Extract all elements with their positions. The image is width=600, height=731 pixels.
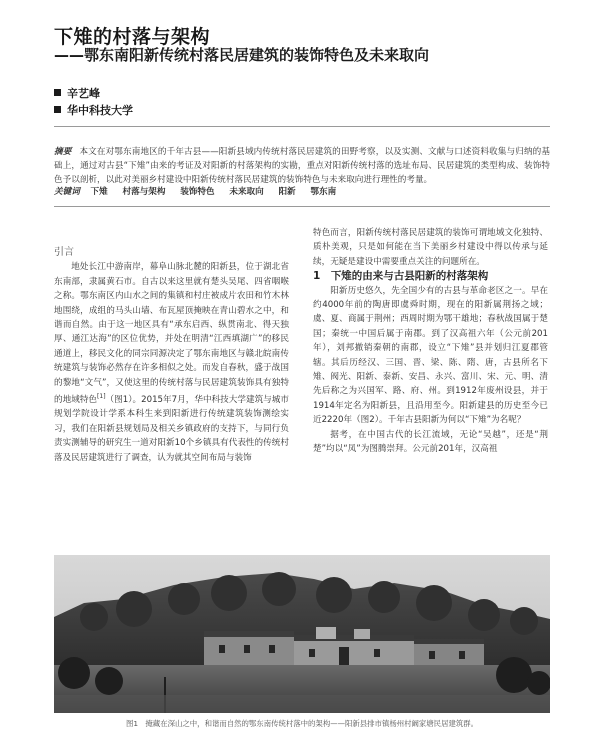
paragraph-text: 2015年7月，华中科技大学建筑与城市规划学院设计学系本科生来到阳新进行传统建筑装饰测绘实习，我们在阳新县规划局及相关乡镇政府的支持下，与同行负责实测辅导的研究生一道对阳新10个乡镇具有代表性的传统村落及民居建筑进行了调查，认为就其空间布局与装饰 — [54, 394, 289, 463]
article-title: 下雉的村落与架构 — [54, 26, 211, 48]
keywords-label: 关键词 — [54, 187, 80, 197]
author-name-line — [54, 84, 133, 101]
author-affiliation-line — [54, 101, 133, 118]
intro-heading: 引言 — [54, 247, 74, 258]
abstract — [54, 145, 550, 187]
figure-reference: （图1）。 — [105, 394, 142, 405]
keywords — [54, 185, 348, 197]
left-column — [54, 246, 289, 465]
author-name: 辛艺峰 — [67, 86, 100, 100]
section-number: 1 — [313, 270, 321, 283]
article-subtitle: ——鄂东南阳新传统村落民居建筑的装饰特色及未来取向 — [54, 46, 430, 64]
paragraph-text: 地处长江中游南岸，幕阜山脉北麓的阳新县，位于湖北省东南部，隶属黄石市。自古以来这里就有楚头吴尾、四省咽喉之称。鄂东南区内山水之间的集镇和村庄被成片农田和竹木林地围绕，成组的马头山墙、布瓦屋顶掩映在青山碧水之中，和谐而自然。由于这一地区具有“承东启西、纵贯南北、得天独厚、通江达海”的区位优势，并处在明清“江西填湖广”的移民通道上，移民文化的同宗同源决定了鄂东南地区与赣北皖南传统建筑与装饰必然存在许多相似之处。而发自春秋，盛于战国的黎地“文气”，又使这里的传统村落与民居建筑装饰具有独特的地域特色 — [54, 262, 289, 405]
body-paragraph: 阳新历史悠久，先全国少有的古县与革命老区之一。早在约4000年前的陶唐即虞舜时期，现在的阳新属荆扬之域；虞、夏、商属于荆州；西周时期为鄂干雄地；春秋战国属于楚国；秦统一中国后属于南郡。到了汉高祖六年（公元前201年），刘邦撤销秦朝的南郡，设立“下雉”县并划归江夏郡管辖。其后历经汉、三国、晋、梁、陈、隋、唐，古县所名下雉、阀光、阳新、泰新、安昌、永兴、富川、宋、元、明、清先后称之为兴国军、路、府、州。到1912年废州设县，并于1914年定名为阳新县，且沿用至今。阳新建县的历史至今已近2220年（图2）。千年古县阳新为何以“下雉”为名呢？ — [313, 285, 548, 426]
author-affiliation: 华中科技大学 — [67, 103, 133, 117]
right-column — [313, 226, 548, 457]
author-block — [54, 84, 133, 118]
body-paragraph — [54, 260, 289, 465]
section-title: 下雉的由来与古县阳新的村落架构 — [330, 270, 489, 283]
citation: [1] — [97, 393, 106, 401]
abstract-label: 摘要 — [54, 147, 72, 157]
keyword: 装饰特色 — [180, 187, 215, 197]
figure-caption: 图1 掩藏在深山之中，和谐而自然的鄂东南传统村落中的架构——阳新县排市镇杨州村阚家塘民居建筑群。 — [125, 719, 479, 728]
abstract-text: 本文在对鄂东南地区的千年古县——阳新县域内传统村落民居建筑的田野考察，以及实测、文献与口述资料收集与归纳的基础上，通过对古县“下雉”由来的考证及对阳新的村落架构的实勘，重点对阳新传统村落的选址布局、民居建筑的类型构成、装饰特色予以剖析，以此对美丽乡村建设中阳新传统村落民居建筑的装饰特色与未来取向进行理性的考量。 — [54, 147, 550, 185]
keyword: 下雉 — [90, 187, 108, 197]
body-paragraph: 特色而言，阳新传统村落民居建筑的装饰可谓地域文化独特、质朴美观，只是如何能在当下美丽乡村建设中得以传承与延续，无疑是建设中需要重点关注的问题所在。 — [313, 228, 548, 267]
header-divider — [54, 126, 550, 127]
abstract-divider — [54, 206, 550, 207]
body-paragraph: 据考，在中国古代的长江流域，无论“吴越”，还是“荆楚”均以“凤”为图腾崇拜。公元前201年，汉高祖 — [313, 429, 548, 455]
keyword: 阳新 — [278, 187, 296, 197]
village-photo — [54, 555, 550, 713]
section-heading — [313, 269, 548, 283]
field-grass — [54, 695, 550, 713]
keyword: 未来取向 — [229, 187, 264, 197]
keyword: 鄂东南 — [310, 187, 337, 197]
keyword: 村落与架构 — [122, 187, 166, 197]
square-bullet-icon — [54, 89, 61, 96]
village-photo-illustration — [54, 555, 550, 713]
square-bullet-icon — [54, 106, 61, 113]
